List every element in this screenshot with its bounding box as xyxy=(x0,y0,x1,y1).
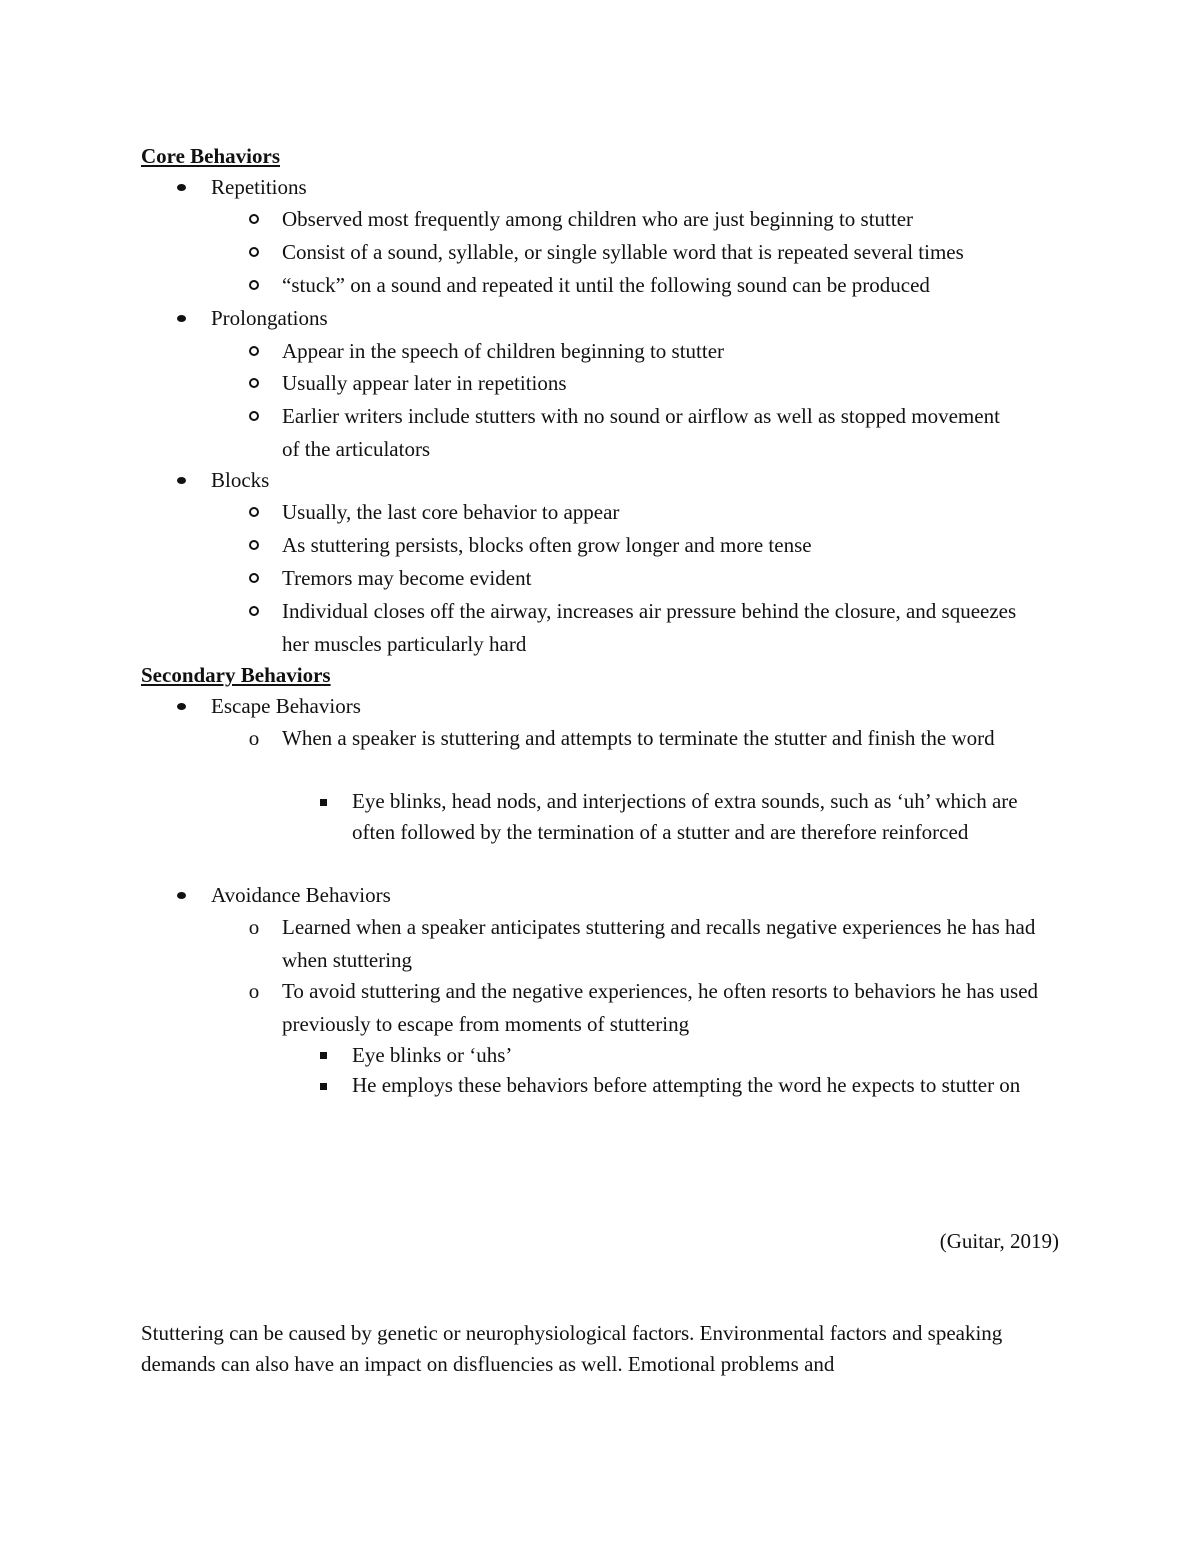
citation: (Guitar, 2019) xyxy=(939,1229,1059,1253)
list-item: Earlier writers include stutters with no sound or airflow as well as stopped movement of the articulators xyxy=(282,404,1000,461)
ring-bullet-icon xyxy=(244,269,264,301)
ring-bullet-icon xyxy=(244,367,264,399)
filled-bullet-icon xyxy=(171,464,191,496)
escape-behaviors-label: Escape Behaviors xyxy=(211,694,361,718)
ring-bullet-icon xyxy=(244,236,264,268)
list-item: Eye blinks or ‘uhs’ xyxy=(352,1043,513,1067)
square-bullet-icon xyxy=(313,1070,333,1102)
hollow-bullet-icon: o xyxy=(248,979,260,1003)
square-bullet-icon xyxy=(313,1039,333,1071)
ring-bullet-icon xyxy=(244,335,264,367)
list-item: “stuck” on a sound and repeated it until the following sound can be produced xyxy=(282,273,930,297)
square-bullet-icon xyxy=(313,786,333,818)
body-paragraph: Stuttering can be caused by genetic or neurophysiological factors. Environmental factors and speaking demands can also have an impact on disfluencies as well. Emotional problems and xyxy=(141,1321,1003,1376)
ring-bullet-icon xyxy=(244,400,264,432)
list-item: Individual closes off the airway, increases air pressure behind the closure, and squeezes her muscles particularly hard xyxy=(282,599,1017,656)
list-item: As stuttering persists, blocks often grow longer and more tense xyxy=(282,533,812,557)
repetitions-label: Repetitions xyxy=(211,175,307,199)
list-item: He employs these behaviors before attempting the word he expects to stutter on xyxy=(352,1073,1021,1097)
list-item: Tremors may become evident xyxy=(282,566,532,590)
filled-bullet-icon xyxy=(171,171,191,203)
list-item: Eye blinks, head nods, and interjections of extra sounds, such as ‘uh’ which are often followed by the termination of a stutter and are therefore reinforced xyxy=(352,789,1018,844)
blocks-label: Blocks xyxy=(211,468,270,492)
list-item: When a speaker is stuttering and attempts to terminate the stutter and finish the word xyxy=(282,726,995,750)
ring-bullet-icon xyxy=(244,496,264,528)
ring-bullet-icon xyxy=(244,529,264,561)
list-item: Observed most frequently among children who are just beginning to stutter xyxy=(282,207,914,231)
list-item: Usually appear later in repetitions xyxy=(282,371,567,395)
list-item: To avoid stuttering and the negative experiences, he often resorts to behaviors he has used previously to escape from moments of stuttering xyxy=(282,979,1039,1036)
ring-bullet-icon xyxy=(244,595,264,627)
prolongations-label: Prolongations xyxy=(211,306,328,330)
list-item: Learned when a speaker anticipates stuttering and recalls negative experiences he has had when stuttering xyxy=(282,915,1036,972)
hollow-bullet-icon: o xyxy=(248,915,260,939)
list-item: Consist of a sound, syllable, or single syllable word that is repeated several times xyxy=(282,240,964,264)
ring-bullet-icon xyxy=(244,203,264,235)
list-item: Usually, the last core behavior to appear xyxy=(282,500,620,524)
filled-bullet-icon xyxy=(171,690,191,722)
hollow-bullet-icon: o xyxy=(248,726,260,750)
secondary-behaviors-heading: Secondary Behaviors xyxy=(141,663,331,687)
filled-bullet-icon xyxy=(171,302,191,334)
avoidance-behaviors-label: Avoidance Behaviors xyxy=(211,883,391,907)
filled-bullet-icon xyxy=(171,879,191,911)
list-item: Appear in the speech of children beginning to stutter xyxy=(282,339,725,363)
ring-bullet-icon xyxy=(244,562,264,594)
core-behaviors-heading: Core Behaviors xyxy=(141,144,281,168)
